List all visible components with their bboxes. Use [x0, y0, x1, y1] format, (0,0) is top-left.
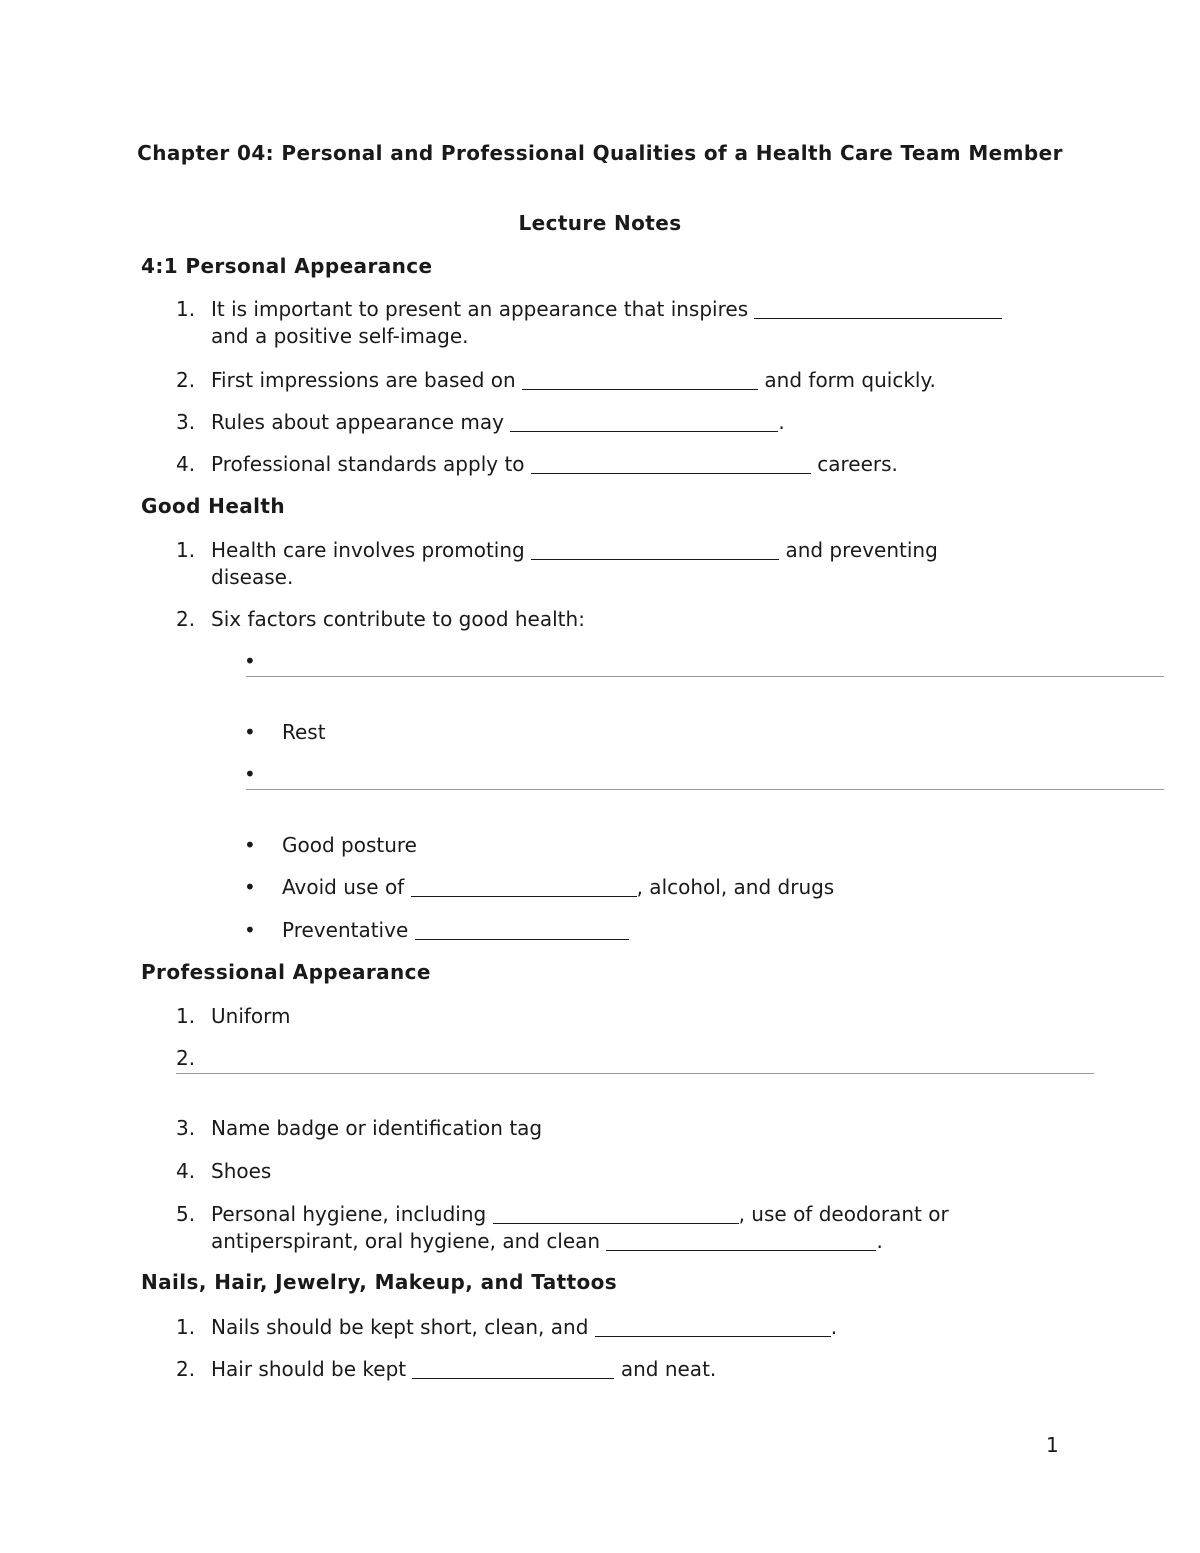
- section-heading-personal-appearance: 4:1 Personal Appearance: [141, 254, 433, 278]
- item-number: 2.: [176, 1046, 196, 1070]
- item-text: Hair should be kept: [211, 1357, 407, 1381]
- bullet-item: [244, 832, 417, 859]
- fill-in-blank[interactable]: [411, 876, 637, 897]
- list-item: [176, 606, 585, 633]
- answer-line[interactable]: [246, 789, 1164, 790]
- list-item: [176, 1158, 271, 1185]
- item-number: 4.: [176, 452, 196, 476]
- bullet-item: [244, 719, 326, 746]
- item-number: 3.: [176, 410, 196, 434]
- fill-in-blank[interactable]: [415, 919, 629, 940]
- fill-in-blank[interactable]: [412, 1358, 614, 1379]
- list-item: [176, 1115, 542, 1142]
- fill-in-blank[interactable]: [510, 411, 778, 432]
- item-text-after: and form quickly.: [764, 368, 936, 392]
- bullet-dot: •: [244, 720, 256, 744]
- item-number: 2.: [176, 607, 196, 631]
- item-text-after: careers.: [817, 452, 898, 476]
- bullet-text-after: , alcohol, and drugs: [636, 875, 835, 899]
- answer-line[interactable]: [246, 676, 1164, 677]
- section-heading-professional-appearance: Professional Appearance: [141, 960, 431, 984]
- item-continuation-after: .: [876, 1229, 883, 1253]
- fill-in-blank[interactable]: [531, 539, 779, 560]
- item-text: Name badge or identification tag: [211, 1116, 543, 1140]
- bullet-text: Avoid use of: [282, 875, 405, 899]
- list-item: [176, 1045, 211, 1072]
- item-number: 2.: [176, 1357, 196, 1381]
- item-number: 2.: [176, 368, 196, 392]
- item-continuation: disease.: [211, 565, 294, 589]
- item-continuation-text: antiperspirant, oral hygiene, and clean: [211, 1229, 601, 1253]
- item-text: Rules about appearance may: [211, 410, 504, 434]
- item-number: 1.: [176, 538, 196, 562]
- document-title: Chapter 04: Personal and Professional Qualities of a Health Care Team Member: [137, 141, 1063, 165]
- item-text: Six factors contribute to good health:: [211, 607, 585, 631]
- item-text: It is important to present an appearance that inspires: [211, 297, 749, 321]
- fill-in-blank[interactable]: [522, 369, 758, 390]
- item-number: 4.: [176, 1159, 196, 1183]
- bullet-dot: •: [244, 762, 256, 786]
- fill-in-blank[interactable]: [531, 453, 811, 474]
- bullet-item: [244, 917, 629, 944]
- item-text-after: .: [830, 1315, 838, 1339]
- item-continuation: [211, 1228, 883, 1255]
- item-text: Health care involves promoting: [211, 538, 525, 562]
- bullet-dot: •: [244, 649, 256, 673]
- list-item: [176, 1356, 716, 1383]
- fill-in-blank[interactable]: [606, 1230, 876, 1251]
- document-subtitle: Lecture Notes: [518, 211, 682, 235]
- list-item: [176, 296, 1002, 348]
- item-text-after: .: [778, 410, 785, 434]
- fill-in-blank[interactable]: [754, 298, 1002, 319]
- bullet-text: Rest: [282, 720, 326, 744]
- list-item: [176, 537, 938, 589]
- item-number: 3.: [176, 1116, 196, 1140]
- answer-line[interactable]: [176, 1073, 1094, 1074]
- list-item: [176, 1003, 291, 1030]
- item-number: 1.: [176, 297, 196, 321]
- item-text-after: and preventing: [785, 538, 938, 562]
- item-text: Personal hygiene, including: [211, 1202, 487, 1226]
- item-text: Nails should be kept short, clean, and: [211, 1315, 589, 1339]
- bullet-item: [244, 874, 834, 901]
- list-item: [176, 1201, 949, 1253]
- list-item: [176, 367, 936, 394]
- section-heading-good-health: Good Health: [141, 494, 286, 518]
- page-number: 1: [1046, 1433, 1059, 1457]
- bullet-item: [244, 761, 282, 788]
- fill-in-blank[interactable]: [493, 1203, 739, 1224]
- section-heading-nails-hair: Nails, Hair, Jewelry, Makeup, and Tattoos: [141, 1270, 618, 1294]
- fill-in-blank[interactable]: [595, 1316, 831, 1337]
- item-text: Uniform: [211, 1004, 291, 1028]
- item-text: Professional standards apply to: [211, 452, 525, 476]
- item-text: Shoes: [211, 1159, 272, 1183]
- bullet-text: Good posture: [282, 833, 417, 857]
- bullet-dot: •: [244, 833, 256, 857]
- item-number: 5.: [176, 1202, 196, 1226]
- list-item: [176, 1314, 837, 1341]
- bullet-dot: •: [244, 875, 256, 899]
- item-number: 1.: [176, 1004, 196, 1028]
- item-text-after: , use of deodorant or: [738, 1202, 949, 1226]
- item-number: 1.: [176, 1315, 196, 1339]
- bullet-text: Preventative: [282, 918, 409, 942]
- list-item: [176, 409, 785, 436]
- item-text: First impressions are based on: [211, 368, 516, 392]
- list-item: [176, 451, 898, 478]
- item-continuation: and a positive self-image.: [211, 324, 469, 348]
- bullet-dot: •: [244, 918, 256, 942]
- bullet-item: [244, 648, 282, 675]
- item-text-after: and neat.: [620, 1357, 717, 1381]
